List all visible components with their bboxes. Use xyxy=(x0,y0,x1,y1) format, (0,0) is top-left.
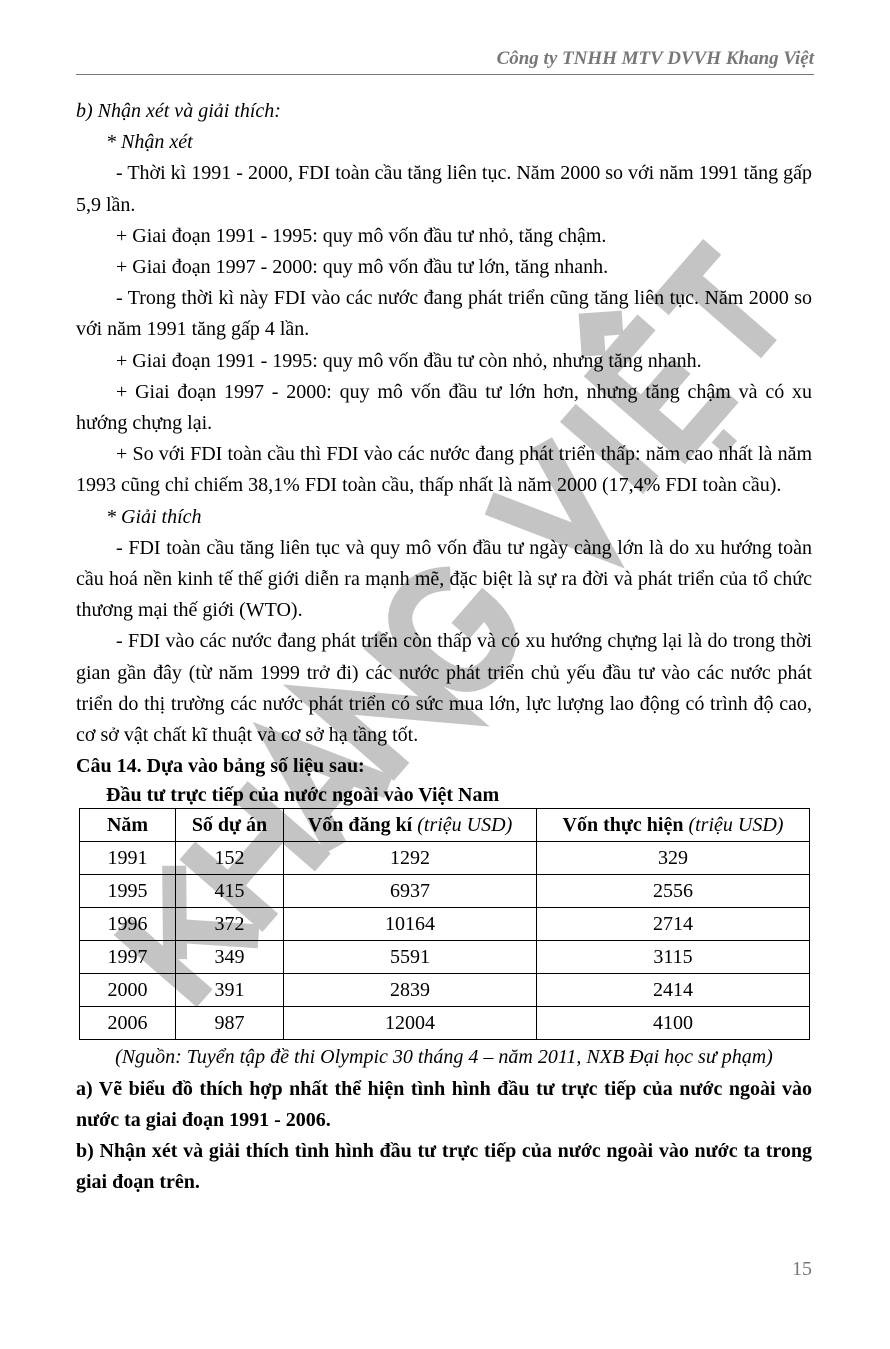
table-cell: 2839 xyxy=(284,974,537,1007)
page-body xyxy=(76,96,812,1198)
table-cell: 987 xyxy=(176,1007,284,1040)
table-cell: 10164 xyxy=(284,908,537,941)
table-header-row xyxy=(80,809,810,842)
paragraph: + Giai đoạn 1997 - 2000: quy mô vốn đầu tư lớn hơn, nhưng tăng chậm và có xu hướng chựng lại. xyxy=(76,380,812,435)
table-cell: 2000 xyxy=(80,974,176,1007)
table-cell: 2714 xyxy=(537,908,810,941)
subheading-giai-thich: * Giải thích xyxy=(106,505,202,528)
table-row xyxy=(80,908,810,941)
table-cell: 2006 xyxy=(80,1007,176,1040)
table-row xyxy=(80,842,810,875)
table-cell: 1292 xyxy=(284,842,537,875)
table-row xyxy=(80,974,810,1007)
page-header: Công ty TNHH MTV DVVH Khang Việt xyxy=(76,48,814,75)
table-cell: 2414 xyxy=(537,974,810,1007)
table-cell: 372 xyxy=(176,908,284,941)
table-cell: 12004 xyxy=(284,1007,537,1040)
table-row xyxy=(80,1007,810,1040)
source-note: (Nguồn: Tuyển tập đề thi Olympic 30 tháng 4 – năm 2011, NXB Đại học sư phạm) xyxy=(115,1046,773,1069)
table-cell: 1997 xyxy=(80,941,176,974)
table-cell: 6937 xyxy=(284,875,537,908)
table-cell: 1991 xyxy=(80,842,176,875)
data-table xyxy=(79,808,810,1040)
paragraph: + Giai đoạn 1991 - 1995: quy mô vốn đầu tư nhỏ, tăng chậm. xyxy=(116,224,607,247)
question-heading: Câu 14. Dựa vào bảng số liệu sau: xyxy=(76,755,365,778)
header-implemented-unit: (triệu USD) xyxy=(688,813,784,836)
header-implemented xyxy=(537,809,810,842)
paragraph: - FDI vào các nước đang phát triển còn thấp và có xu hướng chựng lại là do trong thời gian gần đây (từ năm 1999 trở đi) các nước phát triển chủ yếu đầu tư vào các nước phát triển do thị trường các nước phát triển có sức mua lớn, lực lượng lao động có trình độ cao, cơ sở vật chất kĩ thuật và cơ sở hạ tầng tốt. xyxy=(76,630,812,747)
table-row xyxy=(80,875,810,908)
subheading-nhan-xet: * Nhận xét xyxy=(106,131,193,154)
table-cell: 3115 xyxy=(537,941,810,974)
header-registered-unit: (triệu USD) xyxy=(417,813,513,836)
table-cell: 2556 xyxy=(537,875,810,908)
page-number: 15 xyxy=(792,1258,812,1280)
section-heading: b) Nhận xét và giải thích: xyxy=(76,100,281,122)
paragraph: - Trong thời kì này FDI vào các nước đang phát triển cũng tăng liên tục. Năm 2000 so với năm 1991 tăng gấp 4 lần. xyxy=(76,287,812,341)
table-cell: 349 xyxy=(176,941,284,974)
header-registered-label: Vốn đăng kí xyxy=(307,813,413,836)
table-cell: 5591 xyxy=(284,941,537,974)
table-cell: 1996 xyxy=(80,908,176,941)
header-year: Năm xyxy=(80,809,176,842)
paragraph: + So với FDI toàn cầu thì FDI vào các nước đang phát triển thấp: năm cao nhất là năm 1993 cũng chỉ chiếm 38,1% FDI toàn cầu, thấp nhất là năm 2000 (17,4% FDI toàn cầu). xyxy=(76,443,812,497)
paragraph: + Giai đoạn 1997 - 2000: quy mô vốn đầu tư lớn, tăng nhanh. xyxy=(116,256,609,279)
table-cell: 4100 xyxy=(537,1007,810,1040)
table-caption: Đầu tư trực tiếp của nước ngoài vào Việt Nam xyxy=(106,784,500,807)
paragraph: - FDI toàn cầu tăng liên tục và quy mô vốn đầu tư ngày càng lớn là do xu hướng toàn cầu hoá nền kinh tế thế giới diễn ra mạnh mẽ, đặc biệt là sự ra đời và phát triển của tổ chức thương mại thế giới (WTO). xyxy=(76,536,812,622)
table-cell: 152 xyxy=(176,842,284,875)
table-cell: 329 xyxy=(537,842,810,875)
paragraph: - Thời kì 1991 - 2000, FDI toàn cầu tăng liên tục. Năm 2000 so với năm 1991 tăng gấp 5,9 lần. xyxy=(76,162,812,216)
table-cell: 1995 xyxy=(80,875,176,908)
table-row xyxy=(80,941,810,974)
task-a: a) Vẽ biểu đồ thích hợp nhất thể hiện tình hình đầu tư trực tiếp của nước ngoài vào nước ta giai đoạn 1991 - 2006. xyxy=(76,1077,812,1131)
header-registered xyxy=(284,809,537,842)
paragraph: + Giai đoạn 1991 - 1995: quy mô vốn đầu tư còn nhỏ, nhưng tăng nhanh. xyxy=(116,349,702,372)
header-implemented-label: Vốn thực hiện xyxy=(562,813,684,836)
task-b: b) Nhận xét và giải thích tình hình đầu tư trực tiếp của nước ngoài vào nước ta trong giai đoạn trên. xyxy=(76,1140,812,1194)
table-cell: 391 xyxy=(176,974,284,1007)
table-cell: 415 xyxy=(176,875,284,908)
header-projects: Số dự án xyxy=(176,809,284,842)
